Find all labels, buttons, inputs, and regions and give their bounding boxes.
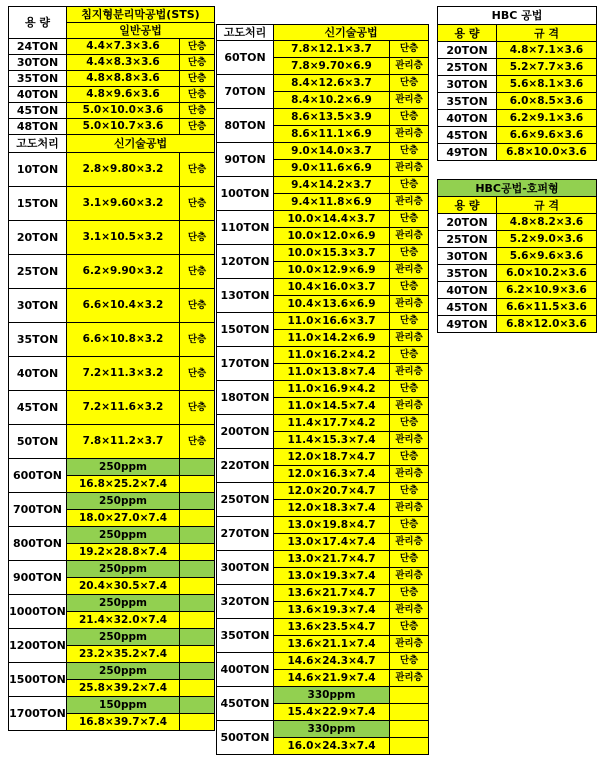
ppm-cell: 330ppm <box>274 687 390 704</box>
type-cell: 단층 <box>180 391 215 425</box>
size-cell: 11.0×13.8×7.4 <box>274 364 390 381</box>
size-cell: 13.0×19.3×7.4 <box>274 568 390 585</box>
type-cell: 단층 <box>390 653 429 670</box>
size-cell: 11.0×16.2×4.2 <box>274 347 390 364</box>
capacity-cell: 35TON <box>9 323 67 357</box>
size-cell: 11.0×14.5×7.4 <box>274 398 390 415</box>
size-cell: 12.0×18.7×4.7 <box>274 449 390 466</box>
type-cell: 관리층 <box>390 160 429 177</box>
capacity-cell: 30TON <box>9 289 67 323</box>
capacity-cell: 25TON <box>9 255 67 289</box>
capacity-cell: 90TON <box>217 143 274 177</box>
type-cell: 단층 <box>390 483 429 500</box>
table-row <box>438 93 597 110</box>
ppm-blank-cell <box>390 687 429 704</box>
ppm-cell: 330ppm <box>274 721 390 738</box>
general-method-header: 일반공법 <box>67 23 215 39</box>
ppm-cell: 150ppm <box>67 697 180 714</box>
sts-title-header: 침지형분리막공법(STS) <box>67 7 215 23</box>
table-row <box>217 75 429 92</box>
capacity-cell: 110TON <box>217 211 274 245</box>
ppm-blank-cell <box>390 721 429 738</box>
ppm-cell: 250ppm <box>67 493 180 510</box>
table-row <box>438 144 597 161</box>
table-row <box>217 381 429 398</box>
size-cell: 13.6×21.1×7.4 <box>274 636 390 653</box>
ppm-blank-cell <box>180 561 215 578</box>
size-cell: 6.2×9.90×3.2 <box>67 255 180 289</box>
type-cell: 단층 <box>390 517 429 534</box>
ppm-row <box>9 527 215 544</box>
size-cell: 4.4×7.3×3.6 <box>67 39 180 55</box>
ppm-row <box>9 493 215 510</box>
capacity-cell: 500TON <box>217 721 274 755</box>
spec-cell: 6.2×10.9×3.6 <box>497 282 597 299</box>
size-cell: 4.8×8.8×3.6 <box>67 71 180 87</box>
type-cell: 단층 <box>180 357 215 391</box>
ppm-row <box>9 629 215 646</box>
table-row <box>438 42 597 59</box>
spec-cell: 6.6×9.6×3.6 <box>497 127 597 144</box>
type-cell: 단층 <box>390 551 429 568</box>
size-cell: 10.0×12.0×6.9 <box>274 228 390 245</box>
table-row <box>438 265 597 282</box>
size-cell: 7.8×11.2×3.7 <box>67 425 180 459</box>
type-cell: 관리층 <box>390 398 429 415</box>
capacity-cell: 150TON <box>217 313 274 347</box>
hbc-hopper-title: HBC공법-호퍼형 <box>438 180 597 197</box>
capacity-cell: 25TON <box>438 231 497 248</box>
size-cell: 13.0×21.7×4.7 <box>274 551 390 568</box>
capacity-cell: 49TON <box>438 316 497 333</box>
type-cell: 단층 <box>180 221 215 255</box>
capacity-cell: 20TON <box>438 42 497 59</box>
type-cell: 단층 <box>390 347 429 364</box>
size-cell: 3.1×10.5×3.2 <box>67 221 180 255</box>
table-row <box>9 425 215 459</box>
capacity-cell: 300TON <box>217 551 274 585</box>
hbc-hopper-table <box>437 179 597 333</box>
size-blank-cell <box>390 704 429 721</box>
capacity-cell: 40TON <box>9 87 67 103</box>
type-cell: 관리층 <box>390 330 429 347</box>
size-blank-cell <box>180 646 215 663</box>
ppm-cell: 250ppm <box>67 595 180 612</box>
advanced-treatment-header: 고도처리 <box>217 25 274 41</box>
size-cell: 10.4×16.0×3.7 <box>274 279 390 296</box>
type-cell: 단층 <box>180 39 215 55</box>
size-blank-cell <box>180 510 215 527</box>
table-row <box>438 299 597 316</box>
type-cell: 단층 <box>180 87 215 103</box>
size-cell: 11.0×16.6×3.7 <box>274 313 390 330</box>
capacity-cell: 35TON <box>438 265 497 282</box>
size-cell: 13.6×23.5×4.7 <box>274 619 390 636</box>
table-row <box>217 347 429 364</box>
size-cell: 20.4×30.5×7.4 <box>67 578 180 595</box>
type-cell: 관리층 <box>390 194 429 211</box>
spec-cell: 6.6×11.5×3.6 <box>497 299 597 316</box>
type-cell: 관리층 <box>390 296 429 313</box>
size-cell: 12.0×18.3×7.4 <box>274 500 390 517</box>
size-cell: 8.6×13.5×3.9 <box>274 109 390 126</box>
ppm-row <box>9 663 215 680</box>
type-cell: 단층 <box>390 245 429 262</box>
table-row <box>438 231 597 248</box>
capacity-cell: 800TON <box>9 527 67 561</box>
type-cell: 단층 <box>390 143 429 160</box>
table-row <box>9 255 215 289</box>
size-cell: 4.8×9.6×3.6 <box>67 87 180 103</box>
ppm-cell: 250ppm <box>67 629 180 646</box>
size-cell: 11.4×15.3×7.4 <box>274 432 390 449</box>
spec-cell: 5.6×9.6×3.6 <box>497 248 597 265</box>
table-row <box>438 59 597 76</box>
size-cell: 8.4×10.2×6.9 <box>274 92 390 109</box>
size-cell: 2.8×9.80×3.2 <box>67 153 180 187</box>
capacity-cell: 250TON <box>217 483 274 517</box>
table-row <box>9 153 215 187</box>
size-cell: 13.6×19.3×7.4 <box>274 602 390 619</box>
size-cell: 11.0×16.9×4.2 <box>274 381 390 398</box>
size-blank-cell <box>180 612 215 629</box>
type-cell: 단층 <box>390 279 429 296</box>
size-cell: 10.0×14.4×3.7 <box>274 211 390 228</box>
new-tech-header: 신기술공법 <box>274 25 429 41</box>
capacity-cell: 24TON <box>9 39 67 55</box>
type-cell: 관리층 <box>390 228 429 245</box>
capacity-cell: 30TON <box>438 76 497 93</box>
ppm-blank-cell <box>180 629 215 646</box>
capacity-cell: 49TON <box>438 144 497 161</box>
hbc-hopper-spec-header: 규 격 <box>497 197 597 214</box>
ppm-row <box>217 687 429 704</box>
size-cell: 6.6×10.4×3.2 <box>67 289 180 323</box>
table-row <box>438 110 597 127</box>
table-row <box>217 653 429 670</box>
table-row <box>217 313 429 330</box>
capacity-cell: 1700TON <box>9 697 67 731</box>
table-row <box>9 391 215 425</box>
new-tech-header: 신기술공법 <box>67 135 215 153</box>
table-row <box>9 357 215 391</box>
table-row <box>9 323 215 357</box>
capacity-cell: 130TON <box>217 279 274 313</box>
capacity-cell: 220TON <box>217 449 274 483</box>
capacity-cell: 45TON <box>438 127 497 144</box>
ppm-blank-cell <box>180 697 215 714</box>
size-cell: 7.8×9.70×6.9 <box>274 58 390 75</box>
size-cell: 4.4×8.3×3.6 <box>67 55 180 71</box>
table-row <box>217 41 429 58</box>
type-cell: 단층 <box>390 313 429 330</box>
type-cell: 단층 <box>390 109 429 126</box>
ppm-row <box>9 459 215 476</box>
ppm-row <box>217 721 429 738</box>
type-cell: 단층 <box>390 449 429 466</box>
hbc-capacity-header: 용 량 <box>438 25 497 42</box>
table-row <box>217 449 429 466</box>
capacity-cell: 20TON <box>9 221 67 255</box>
spec-cell: 5.2×7.7×3.6 <box>497 59 597 76</box>
type-cell: 단층 <box>180 323 215 357</box>
capacity-cell: 600TON <box>9 459 67 493</box>
table-row <box>9 119 215 135</box>
spec-cell: 6.0×8.5×3.6 <box>497 93 597 110</box>
size-cell: 5.0×10.7×3.6 <box>67 119 180 135</box>
capacity-cell: 60TON <box>217 41 274 75</box>
table-row <box>217 143 429 160</box>
table-row <box>9 71 215 87</box>
type-cell: 관리층 <box>390 568 429 585</box>
table-row <box>217 585 429 602</box>
size-cell: 10.0×12.9×6.9 <box>274 262 390 279</box>
type-cell: 단층 <box>180 289 215 323</box>
table-row <box>9 55 215 71</box>
table-row <box>9 87 215 103</box>
ppm-cell: 250ppm <box>67 459 180 476</box>
table-row <box>217 109 429 126</box>
capacity-cell: 170TON <box>217 347 274 381</box>
size-cell: 18.0×27.0×7.4 <box>67 510 180 527</box>
type-cell: 단층 <box>180 425 215 459</box>
table-row <box>9 289 215 323</box>
sts-table-middle <box>216 24 429 755</box>
size-cell: 10.4×13.6×6.9 <box>274 296 390 313</box>
type-cell: 단층 <box>390 211 429 228</box>
table-row <box>9 221 215 255</box>
capacity-cell: 35TON <box>438 93 497 110</box>
capacity-cell: 40TON <box>9 357 67 391</box>
capacity-cell: 100TON <box>217 177 274 211</box>
capacity-cell: 320TON <box>217 585 274 619</box>
capacity-header: 용 량 <box>9 7 67 39</box>
capacity-cell: 70TON <box>217 75 274 109</box>
size-blank-cell <box>390 738 429 755</box>
ppm-blank-cell <box>180 527 215 544</box>
size-cell: 12.0×16.3×7.4 <box>274 466 390 483</box>
type-cell: 단층 <box>390 619 429 636</box>
capacity-cell: 50TON <box>9 425 67 459</box>
size-cell: 9.4×11.8×6.9 <box>274 194 390 211</box>
size-cell: 5.0×10.0×3.6 <box>67 103 180 119</box>
type-cell: 관리층 <box>390 534 429 551</box>
size-cell: 16.0×24.3×7.4 <box>274 738 390 755</box>
table-row <box>217 415 429 432</box>
table-row <box>438 316 597 333</box>
type-cell: 관리층 <box>390 500 429 517</box>
type-cell: 단층 <box>390 75 429 92</box>
table-row <box>217 211 429 228</box>
ppm-blank-cell <box>180 663 215 680</box>
type-cell: 단층 <box>180 255 215 289</box>
size-cell: 11.0×14.2×6.9 <box>274 330 390 347</box>
spec-cell: 4.8×7.1×3.6 <box>497 42 597 59</box>
type-cell: 단층 <box>390 415 429 432</box>
capacity-cell: 1500TON <box>9 663 67 697</box>
size-cell: 9.0×11.6×6.9 <box>274 160 390 177</box>
size-blank-cell <box>180 680 215 697</box>
ppm-blank-cell <box>180 459 215 476</box>
spec-cell: 5.2×9.0×3.6 <box>497 231 597 248</box>
table-row <box>9 39 215 55</box>
size-blank-cell <box>180 714 215 731</box>
type-cell: 관리층 <box>390 432 429 449</box>
type-cell: 관리층 <box>390 126 429 143</box>
capacity-cell: 400TON <box>217 653 274 687</box>
table-row <box>9 103 215 119</box>
ppm-cell: 250ppm <box>67 527 180 544</box>
capacity-cell: 45TON <box>438 299 497 316</box>
table-row <box>438 282 597 299</box>
size-blank-cell <box>180 544 215 561</box>
ppm-blank-cell <box>180 595 215 612</box>
type-cell: 단층 <box>390 381 429 398</box>
table-row <box>438 214 597 231</box>
capacity-cell: 350TON <box>217 619 274 653</box>
size-cell: 9.0×14.0×3.7 <box>274 143 390 160</box>
capacity-cell: 10TON <box>9 153 67 187</box>
capacity-cell: 40TON <box>438 110 497 127</box>
table-row <box>217 245 429 262</box>
table-row <box>438 248 597 265</box>
type-cell: 단층 <box>180 71 215 87</box>
capacity-cell: 700TON <box>9 493 67 527</box>
type-cell: 단층 <box>390 177 429 194</box>
type-cell: 관리층 <box>390 92 429 109</box>
size-cell: 16.8×25.2×7.4 <box>67 476 180 493</box>
type-cell: 관리층 <box>390 364 429 381</box>
size-cell: 23.2×35.2×7.4 <box>67 646 180 663</box>
table-row <box>9 187 215 221</box>
capacity-cell: 15TON <box>9 187 67 221</box>
size-cell: 25.8×39.2×7.4 <box>67 680 180 697</box>
capacity-cell: 45TON <box>9 103 67 119</box>
table-row <box>217 517 429 534</box>
type-cell: 관리층 <box>390 262 429 279</box>
ppm-row <box>9 697 215 714</box>
capacity-cell: 25TON <box>438 59 497 76</box>
size-cell: 13.6×21.7×4.7 <box>274 585 390 602</box>
advanced-treatment-header: 고도처리 <box>9 135 67 153</box>
size-cell: 19.2×28.8×7.4 <box>67 544 180 561</box>
type-cell: 단층 <box>390 585 429 602</box>
capacity-cell: 20TON <box>438 214 497 231</box>
capacity-cell: 120TON <box>217 245 274 279</box>
spec-cell: 5.6×8.1×3.6 <box>497 76 597 93</box>
size-cell: 15.4×22.9×7.4 <box>274 704 390 721</box>
size-cell: 13.0×19.8×4.7 <box>274 517 390 534</box>
size-cell: 7.2×11.3×3.2 <box>67 357 180 391</box>
hbc-title: HBC 공법 <box>438 7 597 25</box>
ppm-row <box>9 595 215 612</box>
capacity-cell: 30TON <box>9 55 67 71</box>
table-row <box>217 177 429 194</box>
capacity-cell: 900TON <box>9 561 67 595</box>
type-cell: 관리층 <box>390 466 429 483</box>
sts-table-left <box>8 6 215 731</box>
type-cell: 관리층 <box>390 636 429 653</box>
hbc-hopper-capacity-header: 용 량 <box>438 197 497 214</box>
size-cell: 11.4×17.7×4.2 <box>274 415 390 432</box>
size-cell: 10.0×15.3×3.7 <box>274 245 390 262</box>
size-cell: 8.6×11.1×6.9 <box>274 126 390 143</box>
size-cell: 7.8×12.1×3.7 <box>274 41 390 58</box>
table-row <box>438 76 597 93</box>
capacity-cell: 450TON <box>217 687 274 721</box>
table-row <box>217 551 429 568</box>
size-blank-cell <box>180 578 215 595</box>
type-cell: 관리층 <box>390 670 429 687</box>
type-cell: 관리층 <box>390 58 429 75</box>
spec-cell: 6.0×10.2×3.6 <box>497 265 597 282</box>
type-cell: 관리층 <box>390 602 429 619</box>
capacity-cell: 200TON <box>217 415 274 449</box>
capacity-cell: 270TON <box>217 517 274 551</box>
capacity-cell: 45TON <box>9 391 67 425</box>
ppm-cell: 250ppm <box>67 561 180 578</box>
size-cell: 7.2×11.6×3.2 <box>67 391 180 425</box>
size-cell: 3.1×9.60×3.2 <box>67 187 180 221</box>
type-cell: 단층 <box>180 103 215 119</box>
capacity-cell: 80TON <box>217 109 274 143</box>
type-cell: 단층 <box>390 41 429 58</box>
size-cell: 12.0×20.7×4.7 <box>274 483 390 500</box>
size-cell: 13.0×17.4×7.4 <box>274 534 390 551</box>
type-cell: 단층 <box>180 187 215 221</box>
spec-cell: 6.8×10.0×3.6 <box>497 144 597 161</box>
table-row <box>217 279 429 296</box>
table-row <box>438 127 597 144</box>
hbc-spec-header: 규 격 <box>497 25 597 42</box>
size-blank-cell <box>180 476 215 493</box>
ppm-cell: 250ppm <box>67 663 180 680</box>
size-cell: 9.4×14.2×3.7 <box>274 177 390 194</box>
size-cell: 8.4×12.6×3.7 <box>274 75 390 92</box>
hbc-table <box>437 6 597 161</box>
table-row <box>217 483 429 500</box>
size-cell: 6.6×10.8×3.2 <box>67 323 180 357</box>
spec-cell: 6.8×12.0×3.6 <box>497 316 597 333</box>
size-cell: 21.4×32.0×7.4 <box>67 612 180 629</box>
type-cell: 단층 <box>180 55 215 71</box>
spec-cell: 6.2×9.1×3.6 <box>497 110 597 127</box>
type-cell: 단층 <box>180 153 215 187</box>
capacity-cell: 35TON <box>9 71 67 87</box>
ppm-row <box>9 561 215 578</box>
capacity-cell: 40TON <box>438 282 497 299</box>
size-cell: 16.8×39.7×7.4 <box>67 714 180 731</box>
size-cell: 14.6×21.9×7.4 <box>274 670 390 687</box>
capacity-cell: 1000TON <box>9 595 67 629</box>
type-cell: 단층 <box>180 119 215 135</box>
capacity-cell: 48TON <box>9 119 67 135</box>
capacity-cell: 180TON <box>217 381 274 415</box>
capacity-cell: 30TON <box>438 248 497 265</box>
table-row <box>217 619 429 636</box>
size-cell: 14.6×24.3×4.7 <box>274 653 390 670</box>
capacity-cell: 1200TON <box>9 629 67 663</box>
ppm-blank-cell <box>180 493 215 510</box>
spec-cell: 4.8×8.2×3.6 <box>497 214 597 231</box>
